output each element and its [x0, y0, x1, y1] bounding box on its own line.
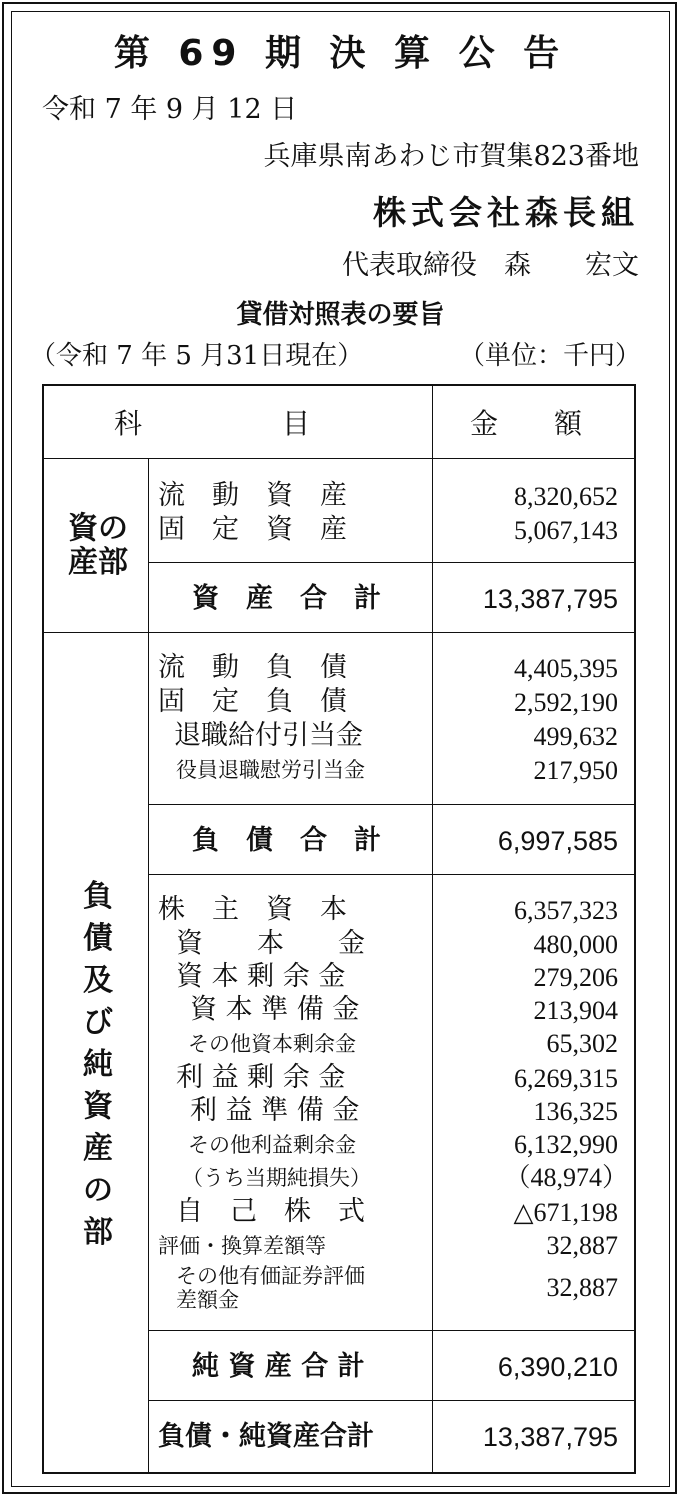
row-amount: 32,887	[546, 1231, 618, 1260]
row-amount: 8,320,652	[514, 482, 618, 511]
representative: 代表取締役 森 宏文	[342, 250, 639, 281]
row-amount: 6,132,990	[514, 1130, 618, 1159]
row-amount: 6,269,315	[514, 1064, 618, 1093]
row-amount: 480,000	[533, 930, 618, 959]
company-name: 株式会社森長組	[373, 193, 639, 232]
row-label: 役員退職慰労引当金	[176, 758, 365, 782]
row-label: 資 本 剰 余 金	[176, 961, 346, 992]
net-assets-total-label: 純 資 産 合 計	[192, 1351, 365, 1382]
row-label: 資 本 金	[176, 928, 365, 959]
row-label: 利 益 準 備 金	[190, 1095, 360, 1126]
row-amount: 217,950	[533, 756, 618, 785]
assets-total-amount: 13,387,795	[482, 584, 618, 614]
company-address: 兵庫県南あわじ市賀集823番地	[263, 141, 639, 172]
header-item: 科 目	[114, 407, 311, 440]
row-label: 差額金	[176, 1288, 239, 1312]
row-label: 資 本 準 備 金	[190, 994, 360, 1025]
assets-total-divider	[148, 562, 634, 563]
assets-section-label	[60, 512, 136, 580]
row-amount: 279,206	[533, 963, 618, 992]
net-assets-divider-top	[148, 1330, 634, 1331]
row-amount: 32,887	[546, 1273, 618, 1302]
notice-date: 令和 7 年 9 月 12 日	[42, 94, 298, 125]
net-assets-total-amount: 6,390,210	[497, 1352, 618, 1382]
row-label: 退職給付引当金	[174, 720, 363, 751]
row-label: 自 己 株 式	[176, 1196, 365, 1227]
header-divider	[44, 458, 634, 459]
row-amount: 5,067,143	[514, 516, 618, 545]
row-label: 流 動 資 産	[158, 480, 347, 511]
row-label: 固 定 資 産	[158, 514, 347, 545]
row-amount: 213,904	[533, 996, 618, 1025]
row-amount: △671,198	[513, 1198, 618, 1227]
liabilities-total-label: 負 債 合 計	[192, 825, 381, 856]
liabilities-total-divider-bottom	[148, 874, 634, 875]
row-amount: 136,325	[533, 1097, 618, 1126]
row-amount: 6,357,323	[514, 896, 618, 925]
row-amount: 2,592,190	[514, 688, 618, 717]
row-label: 評価・換算差額等	[158, 1234, 326, 1258]
unit-label: （単位：千円）	[458, 341, 641, 371]
grand-total-divider	[148, 1400, 634, 1401]
row-amount: （48,974）	[504, 1163, 628, 1192]
row-label: その他資本剰余金	[188, 1032, 356, 1056]
row-label: 利 益 剰 余 金	[176, 1062, 346, 1093]
assets-section-line1: 資の	[68, 511, 128, 546]
row-label: 固 定 負 債	[158, 686, 347, 717]
row-label: （うち当期純損失）	[182, 1166, 371, 1190]
row-amount: 499,632	[533, 722, 618, 751]
liabilities-total-divider-top	[148, 804, 634, 805]
row-label: 株 主 資 本	[158, 894, 347, 925]
header-amount: 金 額	[470, 407, 583, 440]
notice-title: 第 69 期 決 算 公 告	[113, 33, 568, 74]
row-label: その他有価証券評価	[176, 1264, 365, 1288]
statement-title: 貸借対照表の要旨	[236, 300, 445, 330]
col-divider-section	[148, 458, 149, 1472]
liabilities-total-amount: 6,997,585	[497, 826, 618, 856]
row-label: その他利益剰余金	[188, 1133, 356, 1157]
assets-total-label: 資 産 合 計	[192, 583, 381, 614]
row-amount: 4,405,395	[514, 654, 618, 683]
balance-sheet-table	[42, 384, 636, 1474]
row-amount: 65,302	[546, 1029, 618, 1058]
grand-total-amount: 13,387,795	[482, 1422, 618, 1452]
assets-section-line2: 産部	[68, 545, 128, 580]
section-divider	[44, 632, 634, 633]
col-divider-amount	[432, 386, 433, 1472]
liabilities-equity-section-label: 負 債 及 び 純 資 産 の 部	[83, 879, 113, 1250]
grand-total-label: 負債・純資産合計	[158, 1421, 374, 1452]
as-of-date: （令和 7 年 5 月31日現在）	[30, 341, 364, 371]
row-label: 流 動 負 債	[158, 652, 347, 683]
